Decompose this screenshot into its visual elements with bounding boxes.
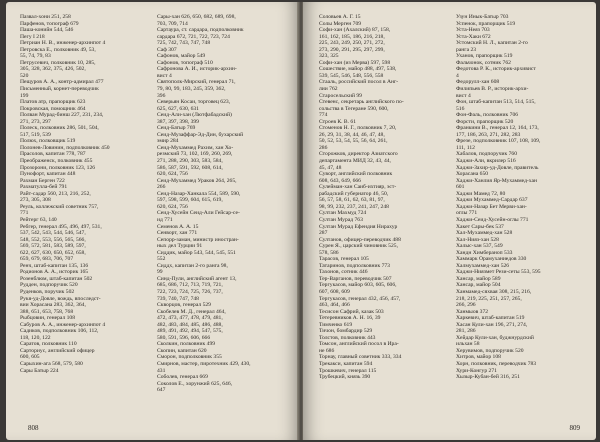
index-entry-line: 273, 290, 291, 295, 297, 299, [319,46,385,53]
index-entry-line: Хаммарк Орамуханиедов 330 [456,256,527,263]
index-entry-line: Старосельский 99 [319,92,362,99]
index-entry-line: Султан Махмуд 724 [319,210,367,217]
index-entry-line: Султанов, офицер-переводчик 488 [319,236,401,243]
index-entry-line: Хаджи Мухаммед-Сардар 637 [456,197,528,204]
right-index-column-1 [319,14,447,381]
index-entry-line: 55, 74, 79, 83 [20,53,51,60]
index-entry-line: вии Хорасана 283, 362, 364, [20,302,86,309]
index-entry-line: 548, 552, 553, 556, 565, 566, [20,236,86,243]
index-entry-line: Святополк-Мирский, генерал 71, [157,79,236,86]
index-entry-line: 56, 57, 58, 61, 62, 63, 81, 97, [319,197,385,204]
index-entry-line: Фон-Фаль, полковник 706 [456,112,519,119]
index-entry-line: 600, 605 [20,354,40,361]
index-entry-line: оглы 771 [456,210,478,217]
index-entry-line: Успенок, прапорщик 519 [456,20,516,27]
index-entry-line: 271, 273, 297 [20,118,51,125]
index-entry-line: рабадский губернатор 46, 50, [319,190,389,197]
index-entry-line: Сеид-Хусейн Сеид-Али Гейсар-се- [157,210,240,217]
index-entry-line: Райт-садар 560, 213, 216, 252, [20,190,91,197]
index-entry-line: вист 4 [157,72,172,79]
index-entry-line: 266 [157,184,166,191]
index-entry-line: Саратов, полковник 110 [20,341,77,348]
index-entry-line: Ханмамед-сяхвая 308, 215, 216, [456,288,532,295]
index-entry-line: 177, 186, 263, 271, 282, 283 [456,131,521,138]
index-entry-line: Саф 307 [157,46,177,53]
index-entry-line: 323, 325 [319,53,339,60]
index-entry-line: Рейтерг 63, 140 [20,216,57,223]
index-entry-line: Рукя-уд-Довле, вождь, впоследст- [20,295,101,302]
index-entry-line: Тимченко 619 [319,321,353,328]
index-entry-line: 431 [157,367,166,374]
index-entry-line: Хандн Химбераноп 533 [456,249,513,256]
index-entry-line: 118, 120, 122 [20,334,51,341]
index-entry-line: Фальчонок, сотник 762 [456,59,511,66]
index-entry-line: 45, 47, 48 [319,164,342,171]
index-entry-line: 586, 587, 591, 592, 608, 614, [157,164,223,171]
index-entry-line: Хаджи-Ниязмет Рези-сеты 553, 595 [456,269,541,276]
index-entry-line: Хури-Конгур 271 [456,367,497,374]
index-entry-line: Сеид-Мухаммед Рахим, хан Хо- [157,144,234,151]
index-entry-line: Тер-Варганов, переводчик 507 [319,275,392,282]
index-entry-line: 685, 686, 712, 713, 719, 721, [157,282,223,289]
open-book [6,2,596,440]
left-index-column-1 [20,14,148,374]
index-entry-line: 739, 740, 747, 748 [157,295,199,302]
index-entry-line: Франкини В., генерал 12, 164, 173, [456,125,539,132]
index-entry-line: 199 [20,92,29,99]
index-entry-line: 266, 296 [456,302,476,309]
index-entry-line: Родионов А. А., историк 165 [20,269,89,276]
index-entry-line: 625, 627, 630, 631 [157,105,199,112]
index-entry-line: 725, 742, 743, 747, 748 [157,40,211,47]
index-entry-line: лии 762 [319,86,338,93]
index-entry-line: Тесисон Сафрий, казак 503 [319,308,384,315]
index-entry-line: ильхан 58 [456,341,480,348]
index-entry-line: Уста-Неяз 703 [456,27,490,34]
index-entry-line: Стоменов Н. Г., полковник 7, 20, [319,125,397,132]
index-entry-line: Хаджи-Сеид-Хусейн-оглы 771 [456,216,529,223]
index-entry-line: Султан Мурад Ефендия Нирахур [319,223,398,230]
index-entry-line: сардара 672, 721, 722, 723, 724 [157,33,230,40]
index-entry-line: Сеид-Музаффар-Эд-Дин, бухарский [157,131,244,138]
index-entry-line: Смирнов, мастер, пиротехник 429, 430, [157,360,251,367]
index-entry-line: Херувимов, подпоручик 520 [456,347,524,354]
left-page-number: 808 [28,424,39,432]
index-entry-line: 520 [20,72,29,79]
index-entry-line: вист 4 [456,92,471,99]
index-entry-line: Рыбцовин, генерал 108 [20,315,76,322]
index-entry-line: Сафонов, топограф 510 [157,59,213,66]
index-entry-line: Сиддх, капитан 2-го ранга 98, [157,262,228,269]
index-entry-line: 387, 397, 398, 399 [157,118,199,125]
index-entry-line: 517, 519, 539 [20,131,51,138]
index-entry-line: 286 [319,144,328,151]
index-entry-line: Хаджи Мамед 72, 80 [456,190,506,197]
index-entry-line: Софи-хан (из Мерва) 597, 598 [319,59,391,66]
index-entry-line: Строев К. В. 61 [319,118,357,125]
index-entry-line: Тергукасов, майор 603, 605, 606, [319,282,397,289]
index-entry-line: Петрусевич, полковник 10, 285, [20,59,96,66]
index-entry-line: Хал-Нияз-хан 528 [456,236,499,243]
index-entry-line: Ханмыов 372 [456,308,489,315]
index-entry-line: Стевенс, секретарь английского по- [319,99,404,106]
index-entry-line: Харкевич, штаб-капитан 519 [456,315,525,322]
index-entry-line: Тарасов, генерал 105 [319,256,369,263]
index-entry-line: Синд-Пули, английский агент 13, [157,275,237,282]
index-entry-line: Халыс-хан 537, 549 [456,243,503,250]
index-entry-line: 388, 651, 653, 758, 768 [20,308,74,315]
index-entry-line: Северьян Косаи, торговец 623, [157,99,231,106]
index-entry-line: Сколкин, полковник 499 [157,341,216,348]
index-entry-line: Семенов А. А. 15 [157,223,199,230]
index-entry-line: Тергукасов, генерал 432, 456, 457, [319,295,401,302]
index-entry-line: Халмухаммед-хан 526 [456,262,510,269]
index-entry-line: Полюх, полковщик 519 [20,138,76,145]
index-entry-line: Хабалов, подпоручик 760 [456,151,518,158]
right-index-column-2 [456,14,584,381]
index-entry-line: не 686 [319,347,335,354]
left-page [6,2,299,440]
index-entry-line: Преображенск, полковник 455 [20,158,93,165]
index-entry-line: 79, 80, 99, 183, 245, 359, 362, [157,86,226,93]
index-entry-line: 597, 598, 599, 604, 615, 619, [157,197,223,204]
index-entry-line: Полван Мурад-бинш 227, 231, 234, [20,112,104,119]
index-entry-line: Скворцов, генерал 529 [157,302,211,309]
index-entry-line: Полонев-Ловинин, подполковник 450 [20,144,110,151]
left-index-column-2 [157,14,285,394]
index-entry-line: Томсон, английский посол в Ира- [319,341,399,348]
index-entry-line: 305, 328, 362, 375, 426, 502, [20,66,86,73]
index-entry-line: Пунофорт, капитан 448 [20,171,76,178]
index-entry-line: Парфенов, топограф 679 [20,20,79,27]
index-entry-line: Розенблюм, штаб-капитан 502 [20,275,93,282]
index-entry-line: Пегу I 218 [20,33,45,40]
index-entry-line: 539, 545, 546, 548, 556, 558 [319,72,384,79]
index-entry-line: резмский 73, 102, 169, 260, 269, [157,151,233,158]
index-entry-line: Федотова Р. К., историк-архивист [456,66,536,73]
index-entry-line: Сеид-Батыр 769 [157,125,196,132]
index-entry-line: Ребгер, генерал 495, 496, 497, 531, [20,223,102,230]
index-entry-line: 111, 112 [456,144,475,151]
index-entry-line: Фрезе, подполковник 107, 108, 109, [456,138,541,145]
index-entry-line: Рахматулла-бей 791 [20,184,68,191]
index-entry-line: Уста-Хаки 672 [456,33,491,40]
index-entry-line: Хасан Кули-хан 196, 271, 274, [456,321,528,328]
index-entry-line: 578, 586 [319,249,339,256]
index-entry-line: Стааль, российский посол в Анг- [319,79,399,86]
index-entry-line: 537, 542, 543, 544, 546, 547, [20,230,86,237]
index-entry-line: 273, 305, 308 [20,197,51,204]
index-entry-line: Рахман Берген 722 [20,177,65,184]
index-entry-line: Платов атр, прапорщик 623 [20,99,86,106]
index-entry-line: Форсти, прапорщик 520 [456,118,514,125]
index-entry-line: 489, 491, 492, 494, 547, 575, [157,328,223,335]
index-entry-line: сольства в Тегеране 590, 600, [319,105,389,112]
index-entry-line: Соловьев А. Г. 15 [319,14,361,20]
index-entry-line: Суворт, английский полковник [319,171,393,178]
index-entry-line: Солы Мерген 709 [319,20,362,27]
index-entry-line: Сабуров А. А., инженер-архинпот 4 [20,321,106,328]
index-entry-line: 472, 473, 477, 478, 479, 481, [157,315,223,322]
index-entry-line: Сафронова А. И., историк-архин- [157,66,237,73]
index-entry-line: Сеид-Мухаммед Ураков 264, 265, [157,177,237,184]
index-entry-line: 218, 219, 225, 251, 257, 265, [456,295,522,302]
index-entry-line: 622, 627, 630, 650, 652, 658, [20,249,86,256]
index-entry-line: ид 771 [157,216,173,223]
index-entry-line: 620, 624, 756 [157,203,188,210]
index-entry-line: Филипьев В. Р., историк-архи- [456,86,529,93]
index-entry-line: 99 [157,269,163,276]
index-entry-line: 569, 572, 581, 583, 589, 597, [20,243,86,250]
index-entry-line: Паша-конийн 544, 546 [20,27,74,34]
index-entry-line: Рудден, подпоручик 520 [20,282,78,289]
index-entry-line: Сошествие, майор 488, 497, 538, [319,66,397,73]
index-entry-line: Хаджи-Захир-уд-Довле, правитель [456,164,539,171]
index-entry-line: Сепорр-заман, министр иностран- [157,236,239,243]
index-entry-line: Хансар, майор 504 [456,282,501,289]
index-entry-line: Сурен Я., царский чиновник 525, [319,243,398,250]
index-entry-line: Сморон, подполковник 355 [157,354,222,361]
index-entry-line: Петровска Е., полковник 49, 53, [20,46,96,53]
index-entry-line: Полеск, полковник 286, 501, 504, [20,125,99,132]
index-entry-line: Сарториус, английский офицер [20,347,95,354]
index-entry-line: Хызыр-Кубан-бей 316, 251 [456,374,520,381]
index-entry-line: Федорулл-хан 608 [456,79,500,86]
index-entry-line: 620, 624, 756 [157,171,188,178]
index-entry-line: Сартаура, ст. сардара, подполковник [157,27,244,34]
index-entry-line: Софи-хан (Ахалский) 87, 158, [319,27,391,34]
index-entry-line: Садиков, подполковник 106, 112, [20,328,99,335]
index-entry-line: Узун Инык-Батыр 703 [456,14,509,20]
index-entry-line: Сулейман-хан Саиб-ихтияр, эст- [319,184,397,191]
index-entry-line: 552 [157,256,166,263]
index-entry-line: департамента МИД 32, 43, 44, [319,158,391,165]
index-entry-line: Трекакси, капитан 594 [319,360,373,367]
index-entry-line: Сиддик, майор 543, 544, 545, 551 [157,249,236,256]
index-entry-line: Покровская, помощник 464 [20,105,86,112]
index-entry-line: эмир 284 [157,138,179,145]
index-entry-line: Уханов, прапорщик 519 [456,53,513,60]
index-entry-line: 601 [456,184,465,191]
index-entry-line: Толстов, полковник 443 [319,334,376,341]
index-entry-line: Хакет Сары-бек 537 [456,223,504,230]
index-entry-line: Сары Батыр 224 [20,367,59,374]
index-entry-line: Сторожков, директор Азиатского [319,151,398,158]
index-entry-line: Хаджи-Али, вкрилер 516 [456,158,516,165]
index-entry-line: 287 [319,230,328,237]
index-entry-line: Ренч, штаб-капитан 135, 136 [20,262,89,269]
index-entry-line: Хорн, полковник, переводчик 783 [456,360,537,367]
index-entry-line: Сеид-Назар-Ханкала 554, 589, 590, [157,190,241,197]
index-entry-line: Хитров, майор 108 [456,354,501,361]
index-entry-line: Скопин, капитан 620 [157,347,207,354]
index-entry-line: Хаджи-Ханлия Яр-Мухаммед-хан [456,177,537,184]
index-entry-line: Сафонов, майор 549 [157,53,206,60]
index-entry-line: Соболев, генерал 669 [157,374,208,381]
index-entry-line: 774 [319,112,328,119]
index-entry-line: Устомский Н. Л., капитан 2-го [456,40,528,47]
index-entry-line: 659, 679, 683, 706, 707 [20,256,74,263]
index-entry-line: 771 [20,210,29,217]
index-entry-line: 161, 162, 185, 186, 216, 218, [319,33,385,40]
right-page-number: 809 [569,424,580,432]
index-entry-line: Прасолов, капитан 778, 787 [20,151,86,158]
index-entry-line: Тахонов, сотник 446 [319,269,368,276]
index-entry-line: Хаджи-Назар Бет Мерви-хан- [456,203,527,210]
index-entry-line: Хал-Мухаммед-хан 528 [456,230,513,237]
index-entry-line: Фон, штаб-капитан 513, 514, 515, [456,99,536,106]
index-entry-line: Сеид-Али-хан (Лютфабадский) [157,112,232,119]
index-entry-line: Хейдар Кули-хан, буджнурдский [456,334,534,341]
index-entry-line: Султан Мурад 763 [319,216,363,223]
index-entry-line: 50, 52, 53, 54, 55, 56, 64, 261, [319,138,388,145]
index-entry-line: 26, 29, 31, 38, 44, 46, 47, 48, [319,131,385,138]
index-entry-line: 482, 483, 484, 485, 486, 488, [157,321,223,328]
index-entry-line: Тетеревников А. Н. 16, 39 [319,315,381,322]
index-entry-line: Сары-хан 626, 650, 682, 689, 698, [157,14,236,20]
index-entry-line: 607, 608, 609 [319,288,350,295]
index-entry-line: 4 [456,72,459,79]
index-entry-line: Тичон, бомбардир 529 [319,328,373,335]
index-entry-line: Соколов Е., хорунжий 625, 646, [157,380,233,387]
index-entry-line: Хансар, майор 589 [456,275,501,282]
index-entry-line: 580, 591, 596, 606, 666 [157,334,211,341]
index-entry-line: Татаринов, подполковник 773 [319,262,390,269]
index-entry-line: Руденков, поручик 502 [20,288,75,295]
index-entry-line: 722, 723, 724, 725, 726, 737, [157,288,223,295]
index-entry-line: Прозорони, полковник 123, 126 [20,164,96,171]
index-entry-line: 463, 464, 466 [319,302,350,309]
index-entry-line: Сарыхин-ага 568, 579, 580 [20,360,83,367]
index-entry-line: ных дел Турции 91 [157,243,203,250]
index-entry-line: Торнау, главный советник 333, 334 [319,354,402,361]
index-entry-line: 703, 709, 714 [157,20,188,27]
index-entry-line: 281, 286 [456,328,476,335]
index-entry-line: Хорасана 650 [456,171,489,178]
index-entry-line: 225, 243, 249, 250, 271, 272, [319,40,385,47]
index-entry-line: Трошкевич, генерал 115 [319,367,377,374]
index-entry-line: 396 [157,92,166,99]
index-entry-line: 98, 99, 232, 237, 241, 247, 248 [319,203,389,210]
index-entry-line: Сенворт, хан 771 [157,230,198,237]
index-entry-line: Реуль, коллежский советник 757, [20,203,99,210]
right-page [303,2,596,440]
index-entry-line: Петриан Н. В., инженер-архинпот 4 [20,40,106,47]
index-entry-line: Пазвал-хони 251, 258 [20,14,71,20]
index-entry-line: Скобелев М. Д., генерал 464, [157,308,226,315]
index-entry-line: 647 [157,387,166,394]
index-entry-line: Письменный, корнет-переводчик [20,86,99,93]
index-entry-line: 516 [456,105,465,112]
index-entry-line: Трубецкий, князь 390 [319,374,371,381]
index-entry-line: Пещуров А. А., контр-адмирал 477 [20,79,104,86]
index-entry-line: 271, 288, 290, 303, 583, 584, [157,158,223,165]
index-entry-line: ранга 23 [456,46,477,53]
index-entry-line: 608, 643, 649, 666 [319,177,361,184]
